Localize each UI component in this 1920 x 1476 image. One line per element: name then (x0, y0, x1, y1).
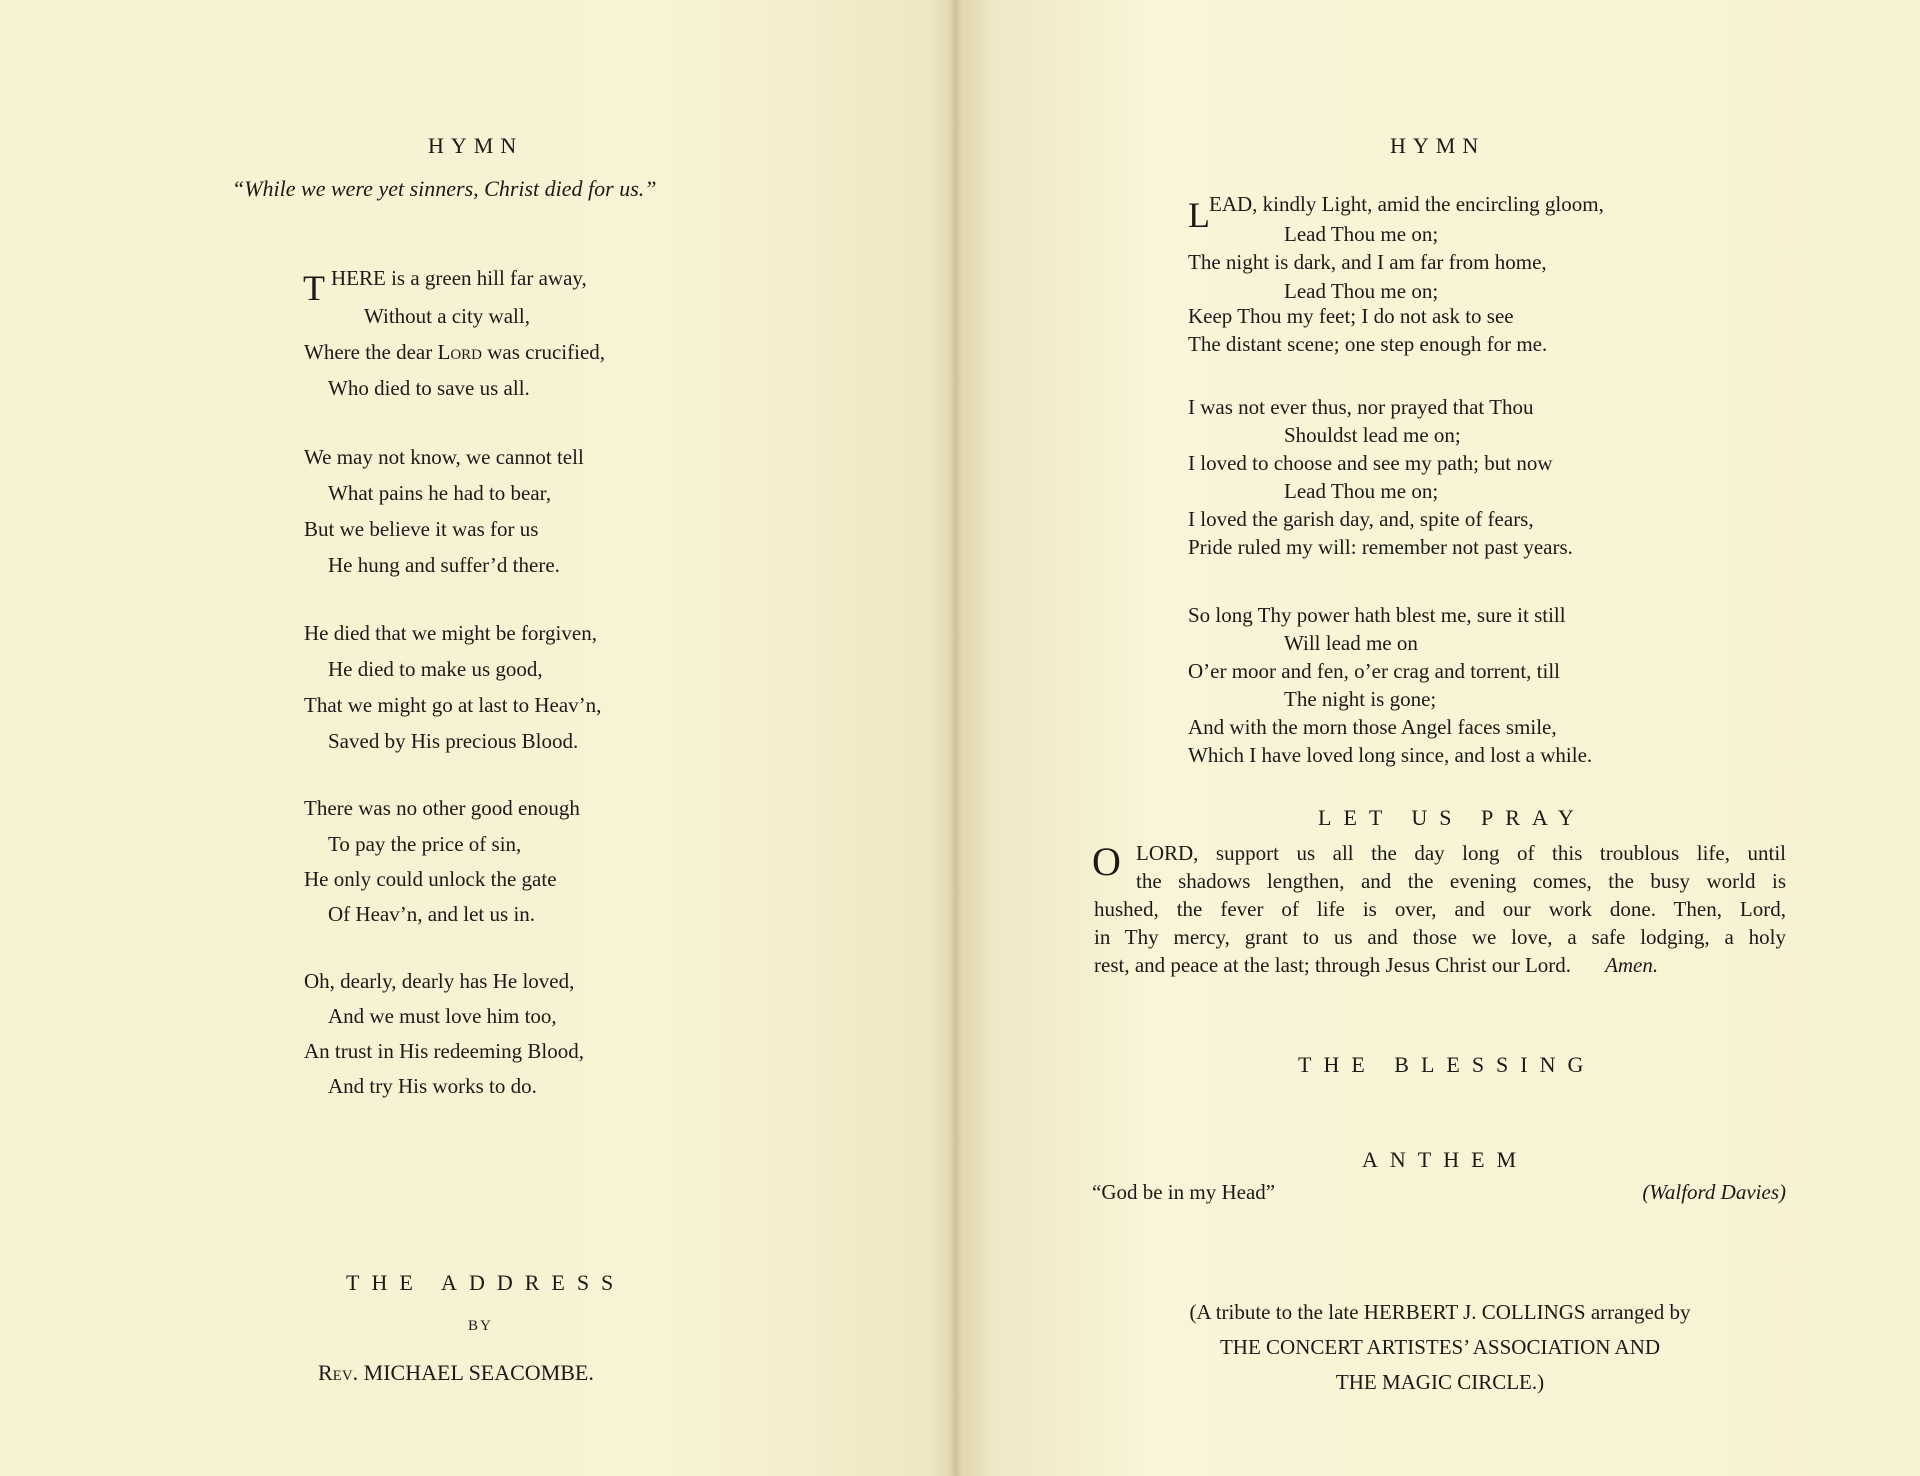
pray-heading: LET US PRAY (1318, 805, 1586, 830)
r-verse3-line6: Which I have loved long since, and lost a while. (1188, 743, 1593, 767)
prayer-dropcap-o: O (1092, 839, 1121, 884)
right-hymn-heading: HYMN (1390, 133, 1486, 158)
verse5-line2: And we must love him too, (328, 1004, 557, 1028)
r-verse2-line6: Pride ruled my will: remember not past years. (1188, 535, 1573, 559)
verse4-line2: To pay the price of sin, (328, 832, 522, 856)
r-verse1-line3: The night is dark, and I am far from home, (1188, 250, 1547, 274)
prayer-line3: hushed, the fever of life is over, and our work done. Then, Lord, (1094, 897, 1786, 921)
verse1-line3: Where the dear Lord was crucified, (304, 340, 606, 364)
anthem-composer: (Walford Davies) (1642, 1180, 1786, 1204)
verse3-line1: He died that we might be forgiven, (304, 621, 597, 645)
verse3-line3: That we might go at last to Heav’n, (304, 693, 602, 717)
hymn-dropcap-t: T (303, 268, 325, 308)
verse3-line2: He died to make us good, (328, 657, 543, 681)
r-verse1-line2: Lead Thou me on; (1284, 222, 1439, 246)
prayer-line1: LORD, support us all the day long of this troublous life, until (1136, 841, 1786, 865)
verse5-line4: And try His works to do. (328, 1074, 537, 1098)
r-verse3-line2: Will lead me on (1284, 631, 1418, 655)
verse5-line3: An trust in His redeeming Blood, (304, 1039, 584, 1063)
prayer-first-line (1136, 839, 1786, 867)
anthem-heading: ANTHEM (1362, 1147, 1529, 1172)
verse1-line1: HERE is a green hill far away, (331, 266, 587, 290)
r-verse2-line4: Lead Thou me on; (1284, 479, 1439, 503)
prayer-line2: the shadows lengthen, and the evening comes, the busy world is (1136, 869, 1786, 893)
verse1-line2: Without a city wall, (364, 304, 530, 328)
verse5-line1: Oh, dearly, dearly has He loved, (304, 969, 575, 993)
verse4-line3: He only could unlock the gate (304, 867, 557, 891)
r-verse1-line5: Keep Thou my feet; I do not ask to see (1188, 304, 1514, 328)
verse2-line3: But we believe it was for us (304, 517, 539, 541)
prayer-line5: rest, and peace at the last; through Jesus Christ our Lord. Amen. (1094, 953, 1659, 977)
verse3-line4: Saved by His precious Blood. (328, 729, 579, 753)
r-verse2-line2: Shouldst lead me on; (1284, 423, 1461, 447)
r-verse3-line1: So long Thy power hath blest me, sure it still (1188, 603, 1566, 627)
r-verse1-line4: Lead Thou me on; (1284, 279, 1439, 303)
prayer-body (1094, 867, 1786, 979)
r-verse3-line3: O’er moor and fen, o’er crag and torrent, till (1188, 659, 1561, 683)
prayer-amen: Amen. (1605, 953, 1659, 977)
blessing-heading: THE BLESSING (1298, 1052, 1596, 1077)
prayer-line4: in Thy mercy, grant to us and those we love, a safe lodging, a holy (1094, 925, 1786, 949)
tribute-line1: (A tribute to the late HERBERT J. COLLINGS arranged by (1189, 1300, 1691, 1324)
address-heading: THE ADDRESS (346, 1270, 626, 1295)
verse4-line4: Of Heav’n, and let us in. (328, 902, 536, 926)
r-verse2-line3: I loved to choose and see my path; but now (1188, 451, 1553, 475)
tribute-line2: THE CONCERT ARTISTES’ ASSOCIATION AND (1219, 1335, 1661, 1359)
r-verse3-line5: And with the morn those Angel faces smile, (1188, 715, 1557, 739)
r-verse1-line1: EAD, kindly Light, amid the encircling gloom, (1209, 192, 1604, 216)
r-verse1-line6: The distant scene; one step enough for me. (1188, 332, 1548, 356)
verse2-line1: We may not know, we cannot tell (304, 445, 584, 469)
address-speaker: Rev. MICHAEL SEACOMBE. (318, 1360, 594, 1385)
r-verse3-line4: The night is gone; (1284, 687, 1437, 711)
verse2-line4: He hung and suffer’d there. (328, 553, 560, 577)
verse2-line2: What pains he had to bear, (328, 481, 552, 505)
anthem-title: “God be in my Head” (1092, 1180, 1276, 1204)
r-verse2-line1: I was not ever thus, nor prayed that Thou (1188, 395, 1534, 419)
address-by: BY (468, 1318, 493, 1334)
page-fold (948, 0, 962, 1476)
hymn-epigraph: “While we were yet sinners, Christ died for us.” (232, 176, 657, 201)
hymn-dropcap-l: L (1188, 195, 1210, 235)
verse1-line4: Who died to save us all. (328, 376, 530, 400)
verse4-line1: There was no other good enough (304, 796, 580, 820)
tribute-line3: THE MAGIC CIRCLE.) (1335, 1370, 1545, 1394)
r-verse2-line5: I loved the garish day, and, spite of fears, (1188, 507, 1534, 531)
left-hymn-heading: HYMN (428, 133, 524, 158)
